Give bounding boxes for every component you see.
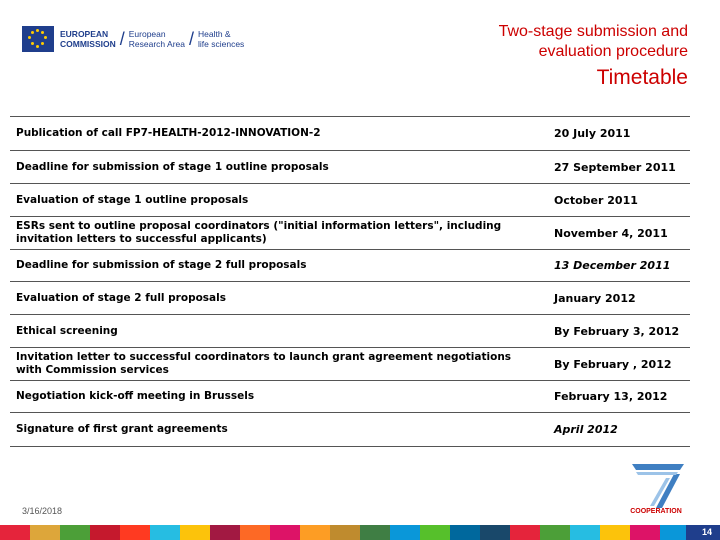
table-row (10, 348, 690, 381)
title-main: Timetable (596, 66, 688, 89)
event-cell: Invitation letter to successful coordinators to launch grant agreement negotiations with Commission services (10, 348, 546, 381)
european-commission-logo (22, 22, 244, 56)
event-cell: Deadline for submission of stage 1 outline proposals (10, 151, 546, 184)
title-line2: evaluation procedure (538, 43, 688, 60)
table-row (10, 184, 690, 217)
slide-title (499, 22, 688, 92)
title-line1: Two-stage submission and (498, 23, 688, 40)
logo-area-line1: European (128, 29, 166, 39)
eu-flag-icon (22, 26, 54, 52)
timetable-table (10, 116, 690, 447)
table-row (10, 117, 690, 151)
date-cell: By February 3, 2012 (546, 315, 690, 348)
cooperation-label: COOPERATION (630, 508, 682, 515)
logo-theme-line1: Health & (198, 29, 231, 39)
table-row (10, 381, 690, 413)
date-cell: By February , 2012 (546, 348, 690, 381)
date-cell: October 2011 (546, 184, 690, 217)
logo-area-text (129, 29, 185, 49)
table-row (10, 315, 690, 348)
date-cell: 27 September 2011 (546, 151, 690, 184)
event-cell: Deadline for submission of stage 2 full proposals (10, 250, 546, 282)
date-cell: 13 December 2011 (546, 250, 690, 282)
table-row (10, 151, 690, 184)
table-row (10, 217, 690, 250)
table-row (10, 413, 690, 447)
page-number: 14 (686, 525, 720, 540)
table-row (10, 282, 690, 315)
event-cell: Negotiation kick-off meeting in Brussels (10, 381, 546, 413)
event-cell: Evaluation of stage 2 full proposals (10, 282, 546, 315)
footer-date: 3/16/2018 (22, 506, 63, 516)
event-cell: Publication of call FP7-HEALTH-2012-INNOVATION-2 (10, 117, 546, 151)
date-cell: January 2012 (546, 282, 690, 315)
logo-theme-text (198, 29, 244, 49)
date-cell: February 13, 2012 (546, 381, 690, 413)
logo-separator: / (188, 28, 194, 49)
date-cell: 20 July 2011 (546, 117, 690, 151)
logo-org-line1: EUROPEAN (60, 29, 109, 39)
date-cell: November 4, 2011 (546, 217, 690, 250)
logo-separator: / (119, 28, 125, 49)
event-cell: ESRs sent to outline proposal coordinators ("initial information letters", including invitation letters to successful applicants) (10, 217, 546, 250)
color-strip (0, 525, 720, 540)
logo-org-line2: COMMISSION (60, 39, 116, 49)
event-cell: Evaluation of stage 1 outline proposals (10, 184, 546, 217)
event-cell: Ethical screening (10, 315, 546, 348)
logo-org-text (60, 29, 116, 49)
logo-theme-line2: life sciences (198, 39, 245, 49)
logo-area-line2: Research Area (128, 39, 185, 49)
date-cell: April 2012 (546, 413, 690, 447)
table-row (10, 250, 690, 282)
event-cell: Signature of first grant agreements (10, 413, 546, 447)
